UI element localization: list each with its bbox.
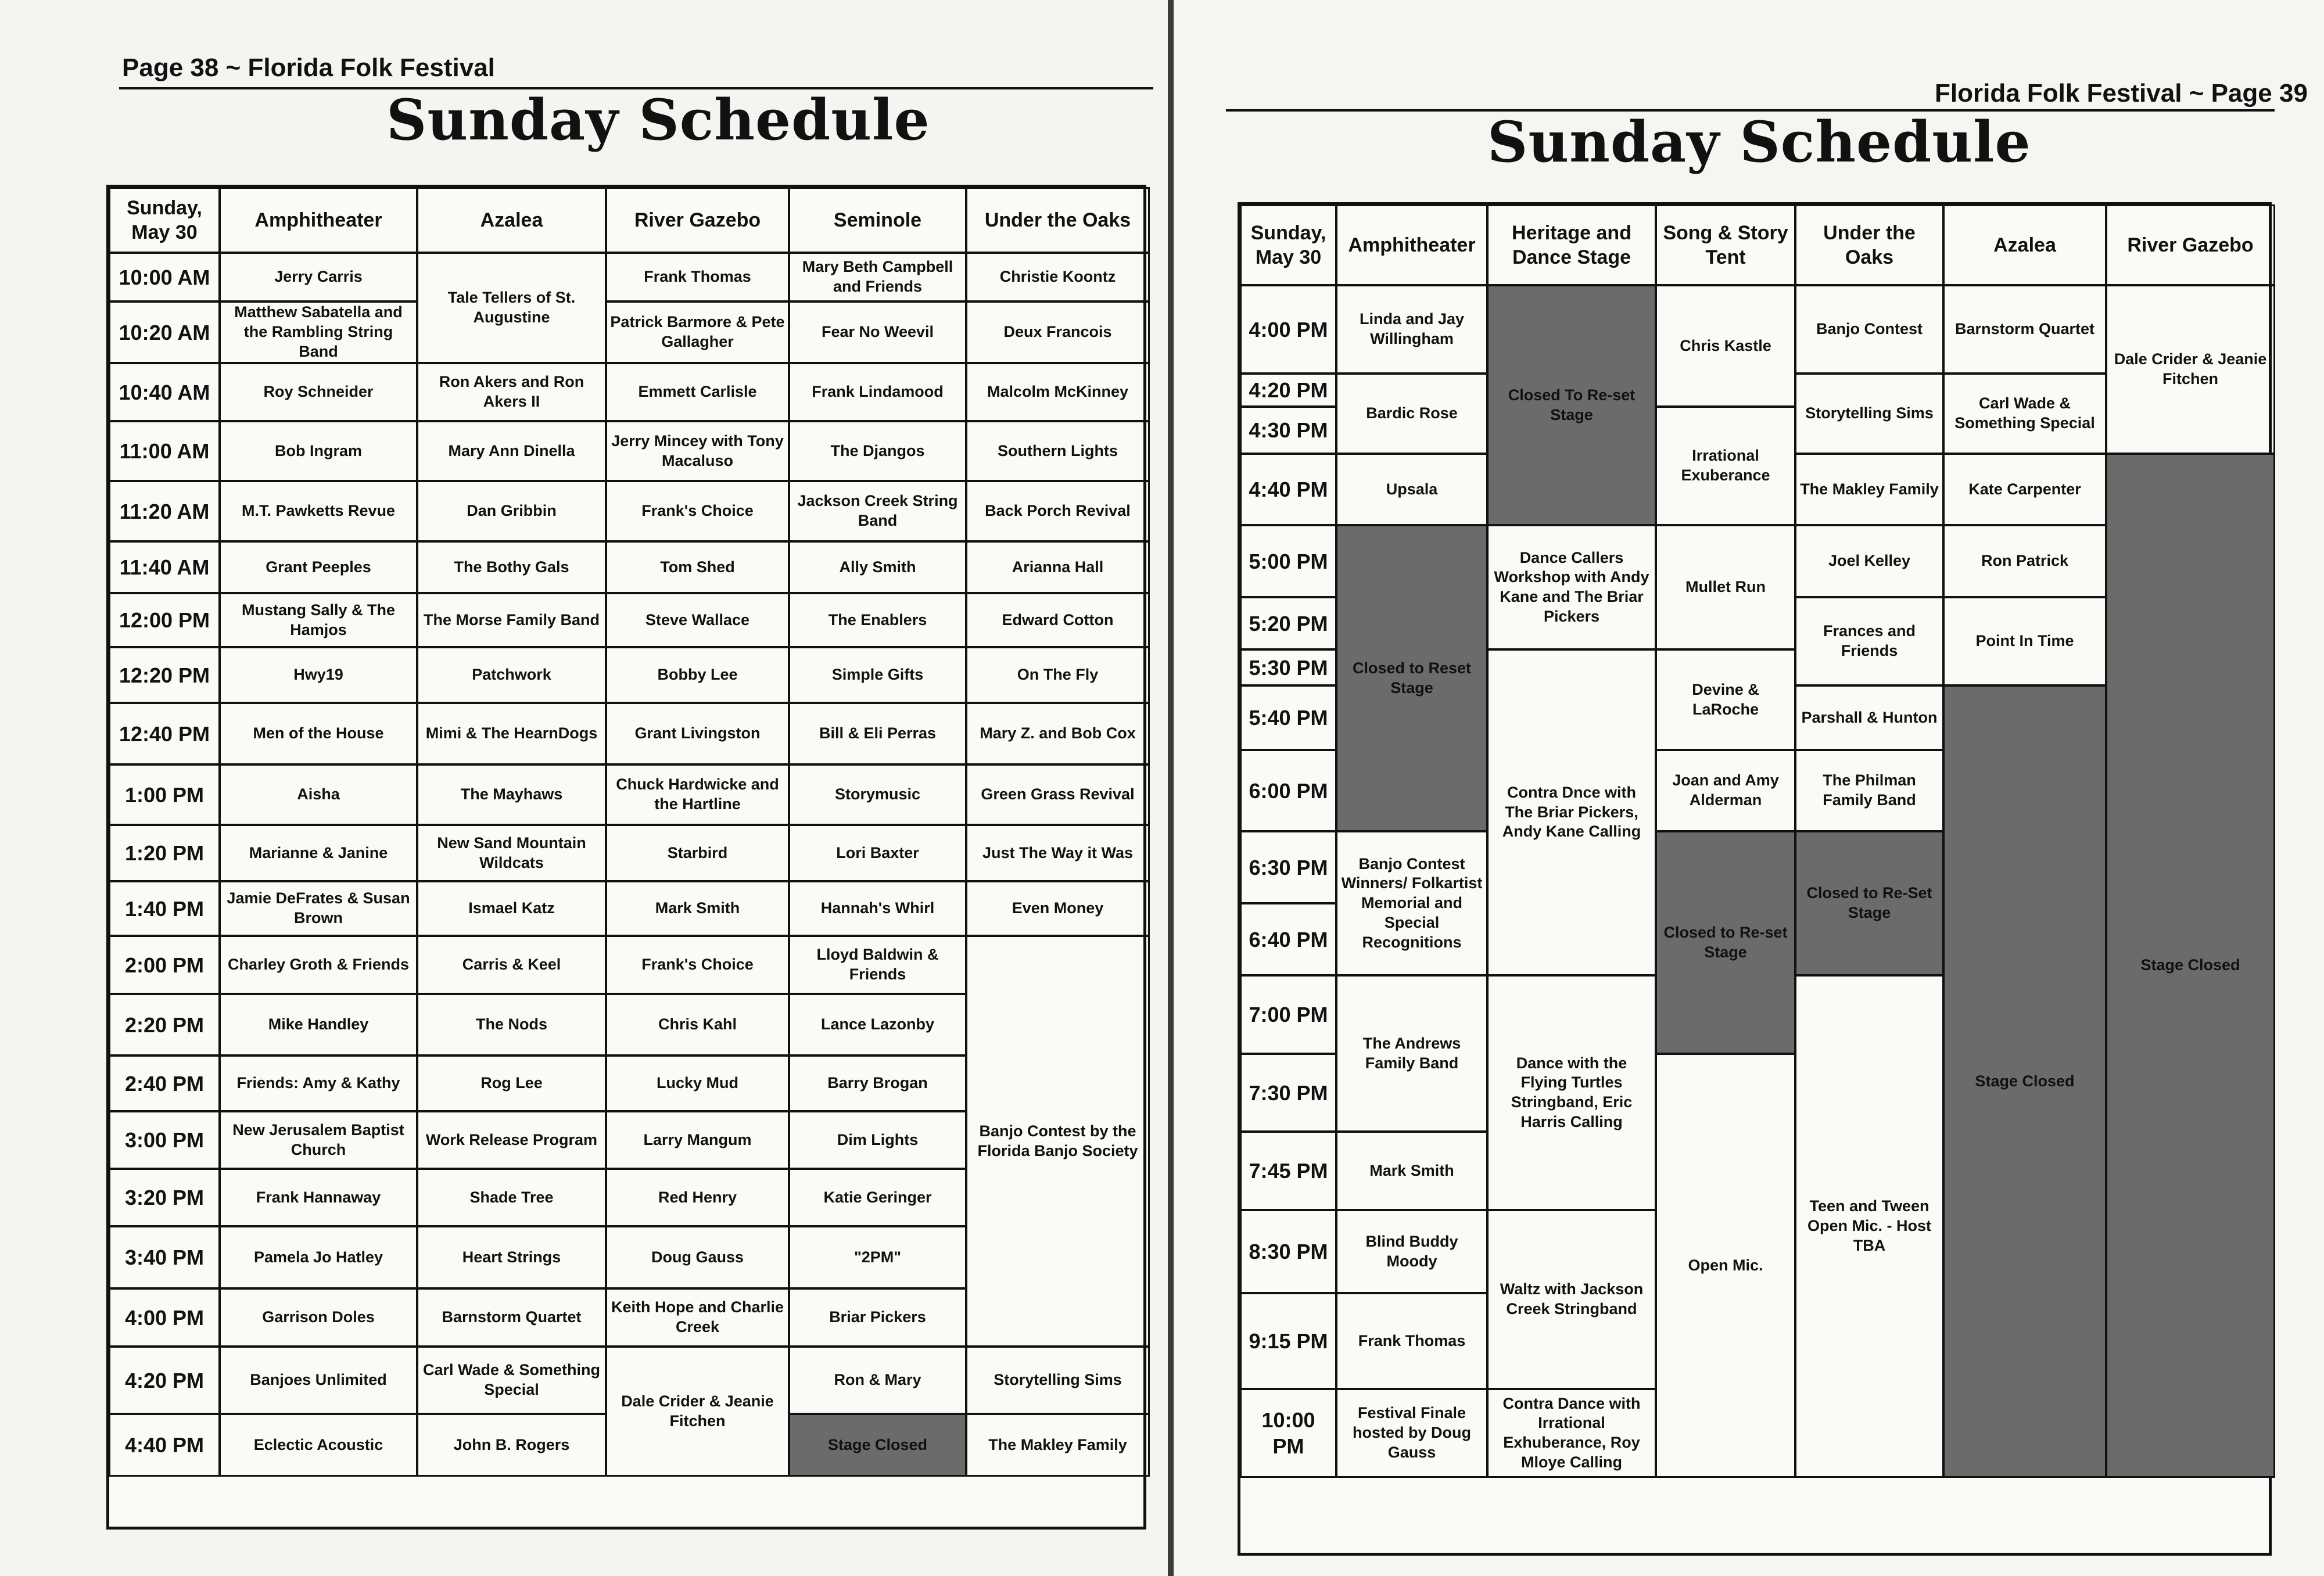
schedule-cell: Roy Schneider — [219, 362, 418, 422]
page-title-right: Sunday Schedule — [1487, 109, 2031, 175]
right-page — [1174, 0, 2324, 1576]
schedule-cell: Friends: Amy & Kathy — [219, 1055, 418, 1112]
schedule-cell: Festival Finale hosted by Doug Gauss — [1336, 1388, 1488, 1478]
schedule-cell: Doug Gauss — [605, 1226, 790, 1289]
schedule-cell: Storytelling Sims — [966, 1346, 1150, 1415]
schedule-cell: Back Porch Revival — [966, 480, 1150, 542]
schedule-cell: Edward Cotton — [966, 593, 1150, 648]
schedule-cell: Hwy19 — [219, 647, 418, 703]
time-cell: 8:30 PM — [1240, 1209, 1337, 1294]
schedule-cell: Work Release Program — [417, 1111, 607, 1169]
schedule-cell: Mike Handley — [219, 993, 418, 1056]
schedule-cell: Heart Strings — [417, 1226, 607, 1289]
schedule-cell: Banjo Contest by the Florida Banjo Society — [966, 935, 1150, 1347]
schedule-cell: The Enablers — [788, 593, 967, 648]
schedule-cell: Fear No Weevil — [788, 301, 967, 364]
stage-closed-cell: Closed to Re-Set Stage — [1795, 831, 1944, 976]
schedule-cell: Marianne & Janine — [219, 824, 418, 882]
page-header-left: Page 38 ~ Florida Folk Festival — [122, 53, 495, 82]
schedule-cell: Barry Brogan — [788, 1055, 967, 1112]
time-cell: 10:00 PM — [1240, 1388, 1337, 1478]
schedule-cell: Aisha — [219, 764, 418, 825]
schedule-cell: Lori Baxter — [788, 824, 967, 882]
time-cell: 2:40 PM — [109, 1055, 220, 1112]
schedule-cell: Patrick Barmore & Pete Gallagher — [605, 301, 790, 364]
schedule-cell: Storytelling Sims — [1795, 373, 1944, 454]
schedule-cell: Matthew Sabatella and the Rambling String Band — [219, 301, 418, 364]
schedule-cell: Teen and Tween Open Mic. - Host TBA — [1795, 975, 1944, 1478]
schedule-cell: The Andrews Family Band — [1336, 975, 1488, 1132]
schedule-cell: Devine & LaRoche — [1655, 649, 1796, 751]
column-header: Amphitheater — [1336, 204, 1488, 286]
stage-closed-cell: Stage Closed — [2106, 453, 2275, 1478]
schedule-cell: The Mayhaws — [417, 764, 607, 825]
column-header: Sunday, May 30 — [109, 187, 220, 253]
schedule-cell: Contra Dnce with The Briar Pickers, Andy Kane Calling — [1487, 649, 1656, 976]
schedule-cell: New Jerusalem Baptist Church — [219, 1111, 418, 1169]
schedule-cell: Lloyd Baldwin & Friends — [788, 935, 967, 995]
schedule-cell: Frances and Friends — [1795, 597, 1944, 686]
schedule-cell: Mary Ann Dinella — [417, 421, 607, 482]
schedule-cell: Mimi & The HearnDogs — [417, 702, 607, 765]
time-cell: 10:20 AM — [109, 301, 220, 364]
stage-closed-cell: Stage Closed — [788, 1413, 967, 1477]
schedule-cell: Pamela Jo Hatley — [219, 1226, 418, 1289]
schedule-cell: Lance Lazonby — [788, 993, 967, 1056]
time-cell: 12:40 PM — [109, 702, 220, 765]
schedule-cell: On The Fly — [966, 647, 1150, 703]
stage-closed-cell: Closed to Re-set Stage — [1655, 831, 1796, 1054]
schedule-cell: Carl Wade & Something Special — [1943, 373, 2107, 454]
schedule-cell: Open Mic. — [1655, 1053, 1796, 1478]
schedule-cell: Contra Dance with Irrational Exhuberance, Roy Mloye Calling — [1487, 1388, 1656, 1478]
schedule-cell: Starbird — [605, 824, 790, 882]
schedule-cell: Mary Z. and Bob Cox — [966, 702, 1150, 765]
schedule-cell: New Sand Mountain Wildcats — [417, 824, 607, 882]
schedule-cell: Mark Smith — [605, 881, 790, 936]
schedule-cell: John B. Rogers — [417, 1413, 607, 1477]
schedule-cell: Dim Lights — [788, 1111, 967, 1169]
time-cell: 4:00 PM — [1240, 285, 1337, 374]
schedule-cell: Dance Callers Workshop with Andy Kane and The Briar Pickers — [1487, 525, 1656, 650]
schedule-cell: Upsala — [1336, 453, 1488, 526]
schedule-cell: Keith Hope and Charlie Creek — [605, 1288, 790, 1347]
schedule-cell: Lucky Mud — [605, 1055, 790, 1112]
schedule-cell: Carris & Keel — [417, 935, 607, 995]
time-cell: 3:20 PM — [109, 1168, 220, 1227]
schedule-cell: Dan Gribbin — [417, 480, 607, 542]
schedule-cell: Christie Koontz — [966, 252, 1150, 302]
schedule-cell: Jerry Mincey with Tony Macaluso — [605, 421, 790, 482]
time-cell: 3:40 PM — [109, 1226, 220, 1289]
schedule-cell: Kate Carpenter — [1943, 453, 2107, 526]
schedule-cell: Ron Akers and Ron Akers II — [417, 362, 607, 422]
schedule-cell: Frank Lindamood — [788, 362, 967, 422]
column-header: Under the Oaks — [966, 187, 1150, 253]
time-cell: 10:00 AM — [109, 252, 220, 302]
schedule-cell: Red Henry — [605, 1168, 790, 1227]
time-cell: 6:40 PM — [1240, 903, 1337, 976]
time-cell: 4:30 PM — [1240, 406, 1337, 454]
schedule-cell: Banjo Contest — [1795, 285, 1944, 374]
schedule-cell: Katie Geringer — [788, 1168, 967, 1227]
page-title-left: Sunday Schedule — [386, 87, 930, 153]
schedule-cell: Frank Thomas — [1336, 1293, 1488, 1390]
schedule-cell: Barnstorm Quartet — [1943, 285, 2107, 374]
schedule-cell: Dale Crider & Jeanie Fitchen — [2106, 285, 2275, 454]
column-header: River Gazebo — [2106, 204, 2275, 286]
schedule-cell: The Morse Family Band — [417, 593, 607, 648]
schedule-cell: Emmett Carlisle — [605, 362, 790, 422]
schedule-cell: Frank Hannaway — [219, 1168, 418, 1227]
time-cell: 4:20 PM — [1240, 373, 1337, 407]
schedule-cell: Malcolm McKinney — [966, 362, 1150, 422]
time-cell: 11:20 AM — [109, 480, 220, 542]
schedule-cell: Mary Beth Campbell and Friends — [788, 252, 967, 302]
schedule-cell: Waltz with Jackson Creek Stringband — [1487, 1209, 1656, 1390]
schedule-cell: Larry Mangum — [605, 1111, 790, 1169]
schedule-cell: Dale Crider & Jeanie Fitchen — [605, 1346, 790, 1477]
time-cell: 10:40 AM — [109, 362, 220, 422]
column-header: Under the Oaks — [1795, 204, 1944, 286]
time-cell: 11:00 AM — [109, 421, 220, 482]
time-cell: 7:45 PM — [1240, 1131, 1337, 1211]
column-header: Amphitheater — [219, 187, 418, 253]
time-cell: 1:40 PM — [109, 881, 220, 936]
schedule-cell: The Nods — [417, 993, 607, 1056]
schedule-cell: Garrison Doles — [219, 1288, 418, 1347]
time-cell: 4:20 PM — [109, 1346, 220, 1415]
schedule-cell: Shade Tree — [417, 1168, 607, 1227]
schedule-cell: Point In Time — [1943, 597, 2107, 686]
schedule-cell: Bobby Lee — [605, 647, 790, 703]
schedule-cell: Tom Shed — [605, 541, 790, 594]
time-cell: 1:20 PM — [109, 824, 220, 882]
page-header-right: Florida Folk Festival ~ Page 39 — [1935, 79, 2308, 107]
schedule-cell: The Makley Family — [1795, 453, 1944, 526]
schedule-cell: Grant Livingston — [605, 702, 790, 765]
schedule-cell: Hannah's Whirl — [788, 881, 967, 936]
schedule-cell: Charley Groth & Friends — [219, 935, 418, 995]
time-cell: 2:00 PM — [109, 935, 220, 995]
schedule-cell: M.T. Pawketts Revue — [219, 480, 418, 542]
schedule-cell: Dance with the Flying Turtles Stringband, Eric Harris Calling — [1487, 975, 1656, 1211]
schedule-cell: Ron Patrick — [1943, 525, 2107, 598]
schedule-cell: Bardic Rose — [1336, 373, 1488, 454]
schedule-cell: Blind Buddy Moody — [1336, 1209, 1488, 1294]
schedule-cell: Chris Kahl — [605, 993, 790, 1056]
schedule-cell: Tale Tellers of St. Augustine — [417, 252, 607, 364]
column-header: Azalea — [417, 187, 607, 253]
schedule-cell: Joan and Amy Alderman — [1655, 749, 1796, 832]
schedule-cell: Even Money — [966, 881, 1150, 936]
column-header: Seminole — [788, 187, 967, 253]
time-cell: 6:30 PM — [1240, 831, 1337, 904]
schedule-cell: Mustang Sally & The Hamjos — [219, 593, 418, 648]
schedule-cell: "2PM" — [788, 1226, 967, 1289]
schedule-cell: Frank's Choice — [605, 935, 790, 995]
time-cell: 5:00 PM — [1240, 525, 1337, 598]
schedule-cell: Ron & Mary — [788, 1346, 967, 1415]
time-cell: 5:40 PM — [1240, 685, 1337, 751]
schedule-cell: Bill & Eli Perras — [788, 702, 967, 765]
time-cell: 9:15 PM — [1240, 1293, 1337, 1390]
schedule-cell: Ally Smith — [788, 541, 967, 594]
column-header: Azalea — [1943, 204, 2107, 286]
column-header: River Gazebo — [605, 187, 790, 253]
schedule-table-left — [106, 185, 1146, 1530]
schedule-cell: Bob Ingram — [219, 421, 418, 482]
schedule-cell: The Makley Family — [966, 1413, 1150, 1477]
time-cell: 7:00 PM — [1240, 975, 1337, 1054]
schedule-cell: Steve Wallace — [605, 593, 790, 648]
schedule-cell: Men of the House — [219, 702, 418, 765]
column-header: Heritage and Dance Stage — [1487, 204, 1656, 286]
time-cell: 6:00 PM — [1240, 749, 1337, 832]
schedule-cell: Linda and Jay Willingham — [1336, 285, 1488, 374]
schedule-cell: Deux Francois — [966, 301, 1150, 364]
time-cell: 5:30 PM — [1240, 649, 1337, 686]
schedule-cell: Storymusic — [788, 764, 967, 825]
schedule-cell: Chris Kastle — [1655, 285, 1796, 407]
schedule-cell: Ismael Katz — [417, 881, 607, 936]
schedule-cell: Jerry Carris — [219, 252, 418, 302]
schedule-cell: The Philman Family Band — [1795, 749, 1944, 832]
schedule-cell: Grant Peeples — [219, 541, 418, 594]
schedule-cell: Jamie DeFrates & Susan Brown — [219, 881, 418, 936]
schedule-cell: Rog Lee — [417, 1055, 607, 1112]
stage-closed-cell: Closed to Reset Stage — [1336, 525, 1488, 832]
schedule-cell: Mark Smith — [1336, 1131, 1488, 1211]
time-cell: 4:40 PM — [109, 1413, 220, 1477]
schedule-table-right — [1238, 202, 2272, 1556]
schedule-cell: Simple Gifts — [788, 647, 967, 703]
schedule-cell: Frank Thomas — [605, 252, 790, 302]
schedule-cell: Irrational Exuberance — [1655, 406, 1796, 526]
time-cell: 12:00 PM — [109, 593, 220, 648]
time-cell: 4:00 PM — [109, 1288, 220, 1347]
time-cell: 7:30 PM — [1240, 1053, 1337, 1132]
stage-closed-cell: Stage Closed — [1943, 685, 2107, 1478]
stage-closed-cell: Closed To Re-set Stage — [1487, 285, 1656, 526]
column-header: Sunday, May 30 — [1240, 204, 1337, 286]
time-cell: 11:40 AM — [109, 541, 220, 594]
schedule-cell: The Djangos — [788, 421, 967, 482]
schedule-cell: Banjo Contest Winners/ Folkartist Memorial and Special Recognitions — [1336, 831, 1488, 976]
schedule-cell: Parshall & Hunton — [1795, 685, 1944, 751]
schedule-cell: Jackson Creek String Band — [788, 480, 967, 542]
time-cell: 2:20 PM — [109, 993, 220, 1056]
schedule-cell: Green Grass Revival — [966, 764, 1150, 825]
schedule-cell: Arianna Hall — [966, 541, 1150, 594]
schedule-cell: Barnstorm Quartet — [417, 1288, 607, 1347]
time-cell: 12:20 PM — [109, 647, 220, 703]
schedule-cell: Joel Kelley — [1795, 525, 1944, 598]
schedule-cell: Frank's Choice — [605, 480, 790, 542]
schedule-cell: Patchwork — [417, 647, 607, 703]
schedule-cell: Carl Wade & Something Special — [417, 1346, 607, 1415]
time-cell: 3:00 PM — [109, 1111, 220, 1169]
schedule-cell: Briar Pickers — [788, 1288, 967, 1347]
schedule-cell: Southern Lights — [966, 421, 1150, 482]
time-cell: 4:40 PM — [1240, 453, 1337, 526]
schedule-cell: Mullet Run — [1655, 525, 1796, 650]
schedule-cell: The Bothy Gals — [417, 541, 607, 594]
schedule-cell: Banjoes Unlimited — [219, 1346, 418, 1415]
time-cell: 5:20 PM — [1240, 597, 1337, 650]
schedule-cell: Eclectic Acoustic — [219, 1413, 418, 1477]
schedule-cell: Chuck Hardwicke and the Hartline — [605, 764, 790, 825]
time-cell: 1:00 PM — [109, 764, 220, 825]
column-header: Song & Story Tent — [1655, 204, 1796, 286]
schedule-cell: Just The Way it Was — [966, 824, 1150, 882]
